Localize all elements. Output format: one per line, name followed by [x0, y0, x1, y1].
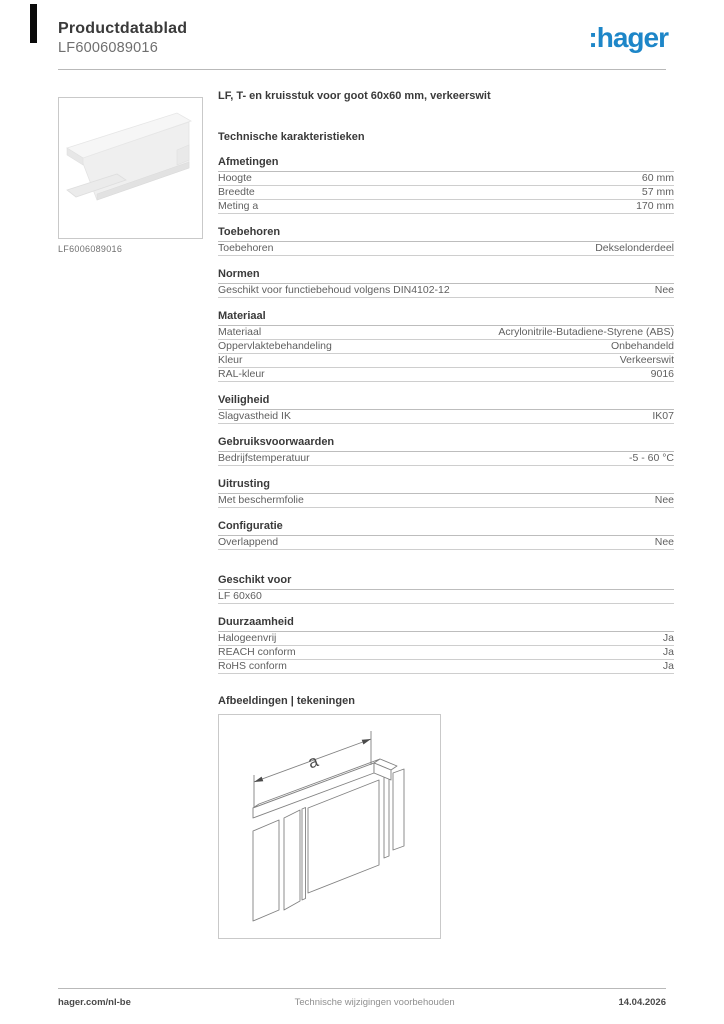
print-registration-mark — [30, 4, 37, 43]
technical-drawing-frame — [218, 714, 441, 939]
table-row — [218, 340, 674, 354]
row-value: 170 mm — [636, 200, 674, 212]
row-label: Oppervlaktebehandeling — [218, 340, 332, 352]
row-value: Ja — [662, 632, 674, 644]
table-row — [218, 452, 674, 466]
section-title: Duurzaamheid — [218, 616, 674, 632]
section-veiligheid — [218, 394, 674, 424]
section-title: Gebruiksvoorwaarden — [218, 436, 674, 452]
table-row — [218, 354, 674, 368]
row-value: 9016 — [650, 368, 674, 380]
row-value: Acrylonitrile-Butadiene-Styrene (ABS) — [498, 326, 674, 338]
section-geschikt-voor — [218, 574, 674, 604]
section-title: Afmetingen — [218, 156, 674, 172]
table-row — [218, 172, 674, 186]
row-label: Toebehoren — [218, 242, 274, 254]
row-value: Onbehandeld — [610, 340, 674, 352]
table-row — [218, 368, 674, 382]
row-label: Geschikt voor functiebehoud volgens DIN4102-12 — [218, 284, 450, 296]
row-label: Overlappend — [218, 536, 279, 548]
section-normen — [218, 268, 674, 298]
row-label: Met beschermfolie — [218, 494, 304, 506]
footer-divider — [58, 988, 666, 989]
row-value: Ja — [662, 660, 674, 672]
section-title: Geschikt voor — [218, 574, 674, 590]
section-duurzaamheid — [218, 616, 674, 674]
section-title: Veiligheid — [218, 394, 674, 410]
footer — [58, 997, 666, 1008]
section-materiaal — [218, 310, 674, 382]
row-value: Dekselonderdeel — [595, 242, 674, 254]
footer-date: 14.04.2026 — [618, 997, 666, 1008]
row-label: Hoogte — [218, 172, 252, 184]
row-value: Nee — [654, 284, 674, 296]
section-title: Uitrusting — [218, 478, 674, 494]
row-label: REACH conform — [218, 646, 296, 658]
table-row — [218, 410, 674, 424]
header-divider — [58, 69, 666, 70]
row-value: Ja — [662, 646, 674, 658]
product-photo-caption: LF6006089016 — [58, 244, 123, 254]
product-photo-frame — [58, 97, 203, 239]
section-configuratie — [218, 520, 674, 550]
section-afmetingen — [218, 156, 674, 214]
section-title: Toebehoren — [218, 226, 674, 242]
tech-characteristics-heading: Technische karakteristieken — [218, 131, 365, 143]
section-gebruiksvoorwaarden — [218, 436, 674, 466]
row-label: Halogeenvrij — [218, 632, 277, 644]
section-toebehoren — [218, 226, 674, 256]
table-row — [218, 660, 674, 674]
row-value: IK07 — [652, 410, 674, 422]
row-label: Slagvastheid IK — [218, 410, 291, 422]
row-label: Meting a — [218, 200, 259, 212]
content-column — [218, 90, 674, 939]
row-label: Materiaal — [218, 326, 262, 338]
product-title: LF, T- en kruisstuk voor goot 60x60 mm, verkeerswit — [218, 90, 491, 102]
row-label: Kleur — [218, 354, 243, 366]
section-title: Materiaal — [218, 310, 674, 326]
row-value: 57 mm — [641, 186, 674, 198]
dimension-drawing — [219, 715, 440, 938]
table-row — [218, 242, 674, 256]
section-uitrusting — [218, 478, 674, 508]
table-row — [218, 200, 674, 214]
hager-logo: :hager — [588, 22, 668, 53]
row-label: Bedrijfstemperatuur — [218, 452, 310, 464]
document-type-title: Productdatablad — [58, 20, 188, 37]
dimension-label: a — [305, 751, 321, 773]
table-row — [218, 536, 674, 550]
section-title: Normen — [218, 268, 674, 284]
footer-notice: Technische wijzigingen voorbehouden — [294, 997, 455, 1008]
table-row — [218, 284, 674, 298]
table-row — [218, 326, 674, 340]
table-row — [218, 186, 674, 200]
row-label: RAL-kleur — [218, 368, 265, 380]
footer-website: hager.com/nl-be — [58, 997, 131, 1008]
table-row — [218, 590, 674, 604]
row-label: RoHS conform — [218, 660, 287, 672]
table-row — [218, 494, 674, 508]
section-title: Configuratie — [218, 520, 674, 536]
row-value: -5 - 60 °C — [628, 452, 674, 464]
row-value: Nee — [654, 494, 674, 506]
row-label: Breedte — [218, 186, 255, 198]
row-value: Nee — [654, 536, 674, 548]
row-label: LF 60x60 — [218, 590, 262, 602]
table-row — [218, 646, 674, 660]
product-photo — [59, 98, 202, 238]
row-value: 60 mm — [641, 172, 674, 184]
row-value: Verkeerswit — [619, 354, 674, 366]
product-reference: LF6006089016 — [58, 40, 158, 56]
table-row — [218, 632, 674, 646]
drawings-heading: Afbeeldingen | tekeningen — [218, 695, 355, 707]
